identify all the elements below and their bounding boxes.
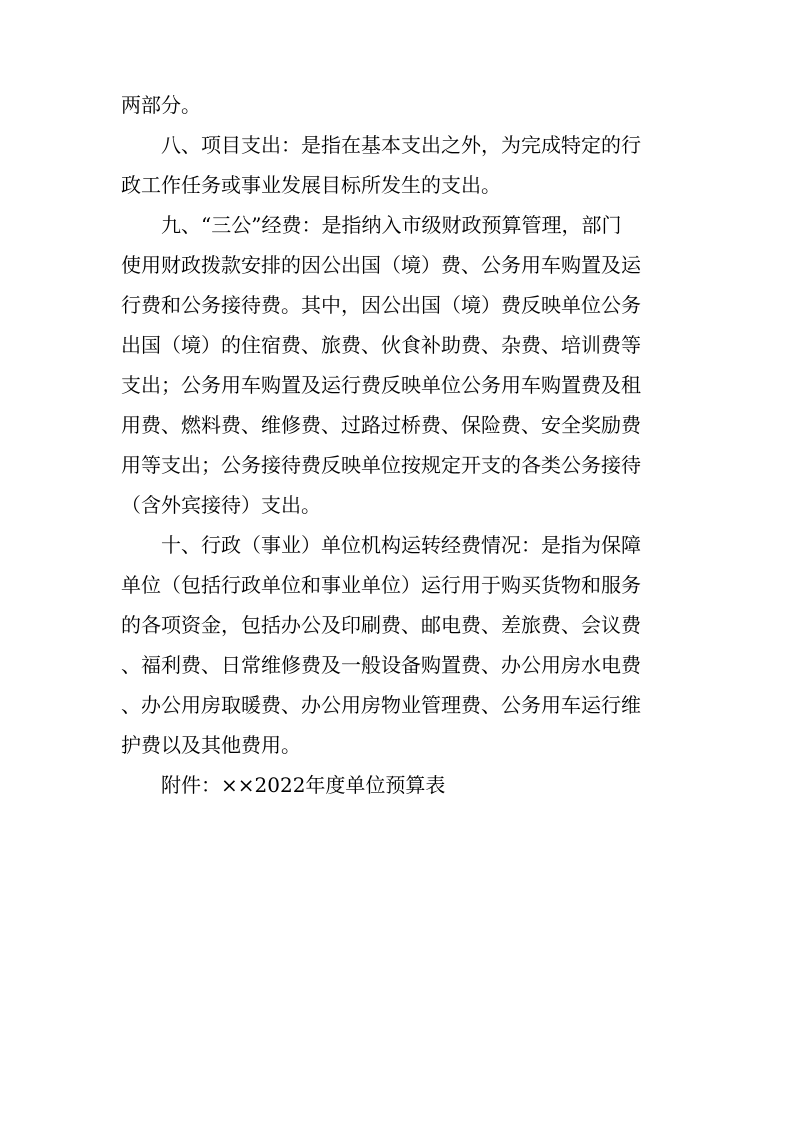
text-line: 用费、燃料费、维修费、过路过桥费、保险费、安全奖励费 [121,413,641,437]
text-line: （含外宾接待）支出。 [121,493,321,517]
text-line: 单位（包括行政单位和事业单位）运行用于购买货物和服务 [121,573,641,597]
text-line: 护费以及其他费用。 [121,733,301,757]
text-line: 、福利费、日常维修费及一般设备购置费、办公用房水电费 [121,653,641,677]
text-line: 、办公用房取暖费、办公用房物业管理费、公务用车运行维 [121,693,641,717]
text-line: 行费和公务接待费。其中，因公出国（境）费反映单位公务 [121,293,641,317]
text-line: 用等支出；公务接待费反映单位按规定开支的各类公务接待 [121,453,641,477]
attachment-line: 附件：××2022年度单位预算表 [161,773,446,797]
text-line: 使用财政拨款安排的因公出国（境）费、公务用车购置及运 [121,253,641,277]
text-line: 的各项资金，包括办公及印刷费、邮电费、差旅费、会议费 [121,613,641,637]
paragraph-three-public-funds: 九、“三公”经费：是指纳入市级财政预算管理，部门 [161,213,622,237]
text-line: 支出；公务用车购置及运行费反映单位公务用车购置费及租 [121,373,641,397]
text-line: 两部分。 [121,93,201,117]
paragraph-operating-funds: 十、行政（事业）单位机构运转经费情况：是指为保障 [161,533,641,557]
text-line: 政工作任务或事业发展目标所发生的支出。 [121,173,501,197]
paragraph-project-expenditure: 八、项目支出：是指在基本支出之外，为完成特定的行 [161,133,641,157]
text-line: 出国（境）的住宿费、旅费、伙食补助费、杂费、培训费等 [121,333,641,357]
